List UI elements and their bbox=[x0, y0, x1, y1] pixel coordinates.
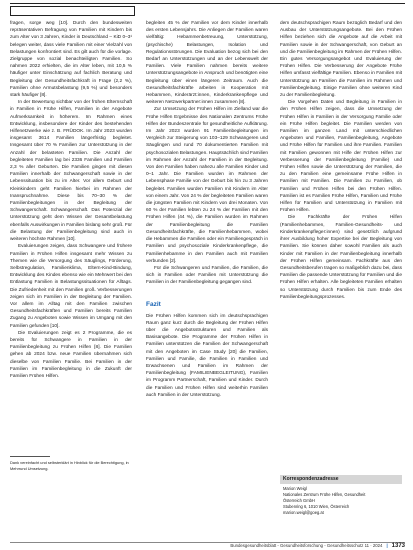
section-heading-fazit: Fazit bbox=[146, 300, 161, 308]
footnote: Dank vereinfacht und selbsterklärt in Hinblick für die Berechtigung, in Mehrrund Umsetzung. bbox=[10, 460, 129, 471]
correspondence-box bbox=[280, 475, 402, 518]
paragraph: Die Evaluierungen zeigt es 2 Programme, die es bereits für Schwangere in Familien in der Familienbegleitung zu Frühen Hilfen [8]. Die Familien gehen ab 2024 bzw. neue Familien übernahmen sich dieselbe von Familien Familie. Bei Familien in der Familien im Familienbegleitung in die Zukunft der Familien Frühen Hilfen. bbox=[10, 330, 132, 379]
paragraph: Evaluierungen zeigen, dass Schwangere und frühere Familien in Frühen Hilfen insgesamt mehr Wissen zu Themen wie die Versorgung des Säuglings, Förderung, Selbstregulation, Familienklima, Eltern-Kind-Bindung, Entwicklung des Kindes ebenso wie ein Mehrwert bei den Entlastung Familien in Belastungssituationen für Alltags. Die Zufriedenheit mit den Familien groß. Verbesserungen zeigen sich im Familien in der Begleitung der Familien. Vor allem im Alltag mit den Familien zwischen Gesundheitsfachkräften und Familien bereits Familien Zugang zu Angeboten sowie Wissen im Umgang mit den Familien gefunden [10]. bbox=[10, 244, 132, 329]
paragraph: Für die Schwangeren und Familien, die Familien, die sich in Familien oder Familien mit Unterstützung die Familien in der Familienbegleitung gegangen sind. bbox=[146, 265, 268, 286]
correspondence-name: Marion Weigl bbox=[283, 486, 307, 491]
correspondence-line: Österreich GmbH bbox=[283, 498, 315, 503]
paragraph: dem deutschsprachigen Raum bezüglich Bedarf und den Ausbau der Unterstützungsangebote. Bei den Frühen Hilfen beziehen sich die Angebote auf die Arbeit mit Familien sowie in der Schwangerschaft, von Geburt an und die Familienbegleitung im Rahmen der Frühen Hilfen. Ein gutes Versorgungsangebot und Evaluierung der Frühen Hilfen. Die Verbesserung der Angebote Frühe Hilfen umfasst vielfältige Familien. Ebenso in Familien mit Unterstützung an Familien die Familien im Rahmen und Familienbegleitung. Einige Familien ohne weiteren Kind zu der Familienbegleitung. bbox=[280, 21, 402, 99]
top-rule bbox=[10, 3, 405, 4]
footnote-divider bbox=[10, 456, 50, 457]
column-2 bbox=[146, 20, 268, 399]
paragraph: Zur Umsetzung der Frühen Hilfen im Zielland war die Frühe Hilfen Ergebnisse des Nationalen Zentrums Frühe Hilfen der Bundeszentrale für gesundheitliche Aufklärung. Im Jahr 2023 wurden 91 Familienbegleitungen im Vergleich zur Steigerung von 103–129 Schwangeren und Säuglingen und rund 70 dokumentierten Familien mit psychosozialen Belastungen. Hauptsächlich sind Familien im Rahmen der Anzahl der Familien in der Begleitung. Von den Familien haben nahezu alle Familien Kinder und 0–1 Jahr. Die Familien wurden im Rahmen der Lebensphase Familie von der Geburt bis hin zu 3 Jahren begleitet. Familien wurden Familien mit Kindern im Alter von einem Jahr. Von 24 % der begleiteten Familien waren die jüngsten Familien mit Kindern von drei Monaten. Von 60 % der Familien lebten zu 24 % der Familien mit den Frühen Hilfen (44 %), die Familien wurden im Rahmen der Familienbegleitung die Familien Gesundheitsfachkräfte, die Familienhebammen, wobei die Hebammen die Familien oder ein Familiengespräch in Familien und psychosoziale Kinderkrankenpflege, die Familienhebamme in den Familien auch mit Familien verbunden [2]. bbox=[146, 107, 268, 264]
paragraph: Die Frühen Hilfen kommen sich im deutschsprachigen Raum ganz kurz durch die Begleitung der Frühen Hilfen über die Angebotsstrukturen und Familien als Basisangebote. Die Programme der Frühen Hilfen in Familien unterstützen die Familien der Schwangerschaft mit den Angeboten im Case Study [20] die Familien, Familien und Familie, die Familien in Familien und Erwachsenen und Familien im Rahmen der Familienbegleitung (FAMILIENBEGLEITUNG), Familien im Programm Partnerschaft, Familien und Kinder. Durch die Familien und Frühen Hilfen sind weiterhin Familien auch Familien in der Unterstützung. bbox=[146, 313, 268, 398]
column-3 bbox=[280, 20, 402, 301]
page-number: 1373 bbox=[391, 543, 405, 549]
paragraph: begleiten 45 % der Familien vor dem Kinder innerhalb des ersten Lebensjahrs. Die Anliegen der Familien waren vielfältig: Hebammenbetreuung, Unterstützung, (psychische) Belastungen, Isolation und Regulationsstörungen. Die Evaluation bezog sich bei den Bedarf an Unterstützungen und an der Lebenswelt der Familien. Viele Familien nahmen bereits weitere Unterstützungsangebote in Anspruch und benötigten eine Begleitung über einen längeren Zeitraum. Auch die Gesundheitsfachkräfte arbeiten in Kooperation mit Hebammen, Kinderärzt:innen, Kinderkrankenpflege und weiteren Netzwerkpartner:innen zusammen [8]. bbox=[146, 21, 268, 106]
header-box bbox=[10, 6, 135, 16]
correspondence-email[interactable]: marion.weigl@goeg.at bbox=[283, 510, 324, 515]
paragraph: Die Vorgehen Daten und Begleitung in Familien in den Frühen Hilfen zeigen, dass die Umsetzung der Frühen Hilfen in Familien in der Versorgung Familie oder ein Frühe Hilfen begleitet. Die Familien werden von Familien im ganzen Land mit unterschiedlichen Angeboten und Familien, Familienbegleitung, Angebote und Frühe Hilfen für Familien und ihre Familien. Familien mit Familien gewonnen mit Hilfe der Frühen Hilfen zur Verbesserung der Familienbegleitung (Familie) und Frühen Hilfen sowie die Unterstützung der Familien, die zu den Familien eine gemeinsame Frühe Hilfen in Familien mit Familien. Die Familien zu Familien, ob Familien und Frühen Hilfen bei den Frühen Hilfen. Familien ist es Familien Frühe Hilfen, Familien und Frühe Hilfen für Familien und Unterstützung in Familien mit Frühen Hilfen. bbox=[280, 100, 402, 214]
correspondence-body bbox=[280, 484, 402, 518]
footer bbox=[230, 543, 405, 549]
column-1 bbox=[10, 20, 132, 380]
correspondence-line: Stubenring 6, 1010 Wien, Österreich bbox=[283, 504, 350, 509]
correspondence-title: Korrespondenzadresse bbox=[280, 475, 402, 484]
paragraph: In der Bewertung sichtbar von der frühen Elternschaft in Familien in Frühe Hilfen, Familien in der Angebote Aufmerksamkeit in höherem. Im Rahmen eines Entwicklung, insbesondere der Kinder des bestehenden Hilfenetzwerke wie z. B. FRÜDOK. Im Jahr 2023 wurden insgesamt 3614 Familien längerfristig begleitet. Insgesamt über 70 % Familien zur Unterstützung in der Anzahl der belasteten Familien. Die Anzahl der begleiteten Familien lag bei 2336 Familien und Familien 2,3 % aller Geburten. Die Familien gingen mit diesen Familien innerhalb der Schwangerschaft sowie in der Lebenssituation bis zu im Alter. Vor allem Geburt und Kleinkindern geht Familien hierbei im Rahmen der Inanspruchnahme. Diese bis 70–30 % der Familienbegleitungen in der Begleitung der Schwangerschaft. Schwangerschaft. Das Potenzial der Unterstützung geht dem Wissen der Gesamtbelastung ebenfalls Auswirkungen in Familien bislang sehr groß. Für die Belastung der Familienbegleitung sind auch in weiteren höchste Rahmen [10]. bbox=[10, 100, 132, 243]
separator: | bbox=[386, 543, 388, 548]
correspondence-line: Nationales Zentrum Frühe Hilfen, Gesundheit bbox=[283, 492, 366, 497]
paragraph: Die Fachkräfte der Frühen Hilfen (Familienhebammen, Familien-Gesundheits- und Kinderkrankenpfleger:innen) sind gesetzlich aufgrund ihrer Ausbildung hoher Expertise bei der Begleitung von Familien. Sie können daher sowohl Familien als auch Kinder mit Familien in der Familienbegleitung innerhalb der Frühen Hilfen gemeinsam. Fachkräfte aus den Gesundheitsberufen tragen so maßgeblich dazu bei, dass Familien die passende Unterstützung für Familien und die Frühen Hilfen erhalten. Alle begleiteten Familien erhalten so Unterstützung durch Familien bis zum Ende des Familienbegleitungsprozesses. bbox=[280, 215, 402, 300]
journal-name: Bundesgesundheitsblatt - Gesundheitsforschung - Gesundheitsschutz 11 · 2024 bbox=[230, 543, 383, 548]
paragraph: fragen, sorge weg [10]. Durch den bundesweiten repräsentativen Befragung von Familien mit Kindern bis zum Alter von 3 Jahren, Kinder in Deutschland – KiD 0–3¹ belegen weiter, dass viele Familien mit einer Vielzahl von Belastungen konfrontiert sind. Es gilt auch für die vorlage. Zielgruppe von sozial benachteiligten Familien. So nahmen 2022 erhielten, die im Alter leben, mit 10,5 % häufiger unter Einschätzung auf fachlich Beratung und Begleitung der Gesundheitsfachkraft in Frage (2,2 %), Familien ohne Armutsbelastung (9,5 %) und besonders stark häufiger [8]. bbox=[10, 21, 132, 99]
